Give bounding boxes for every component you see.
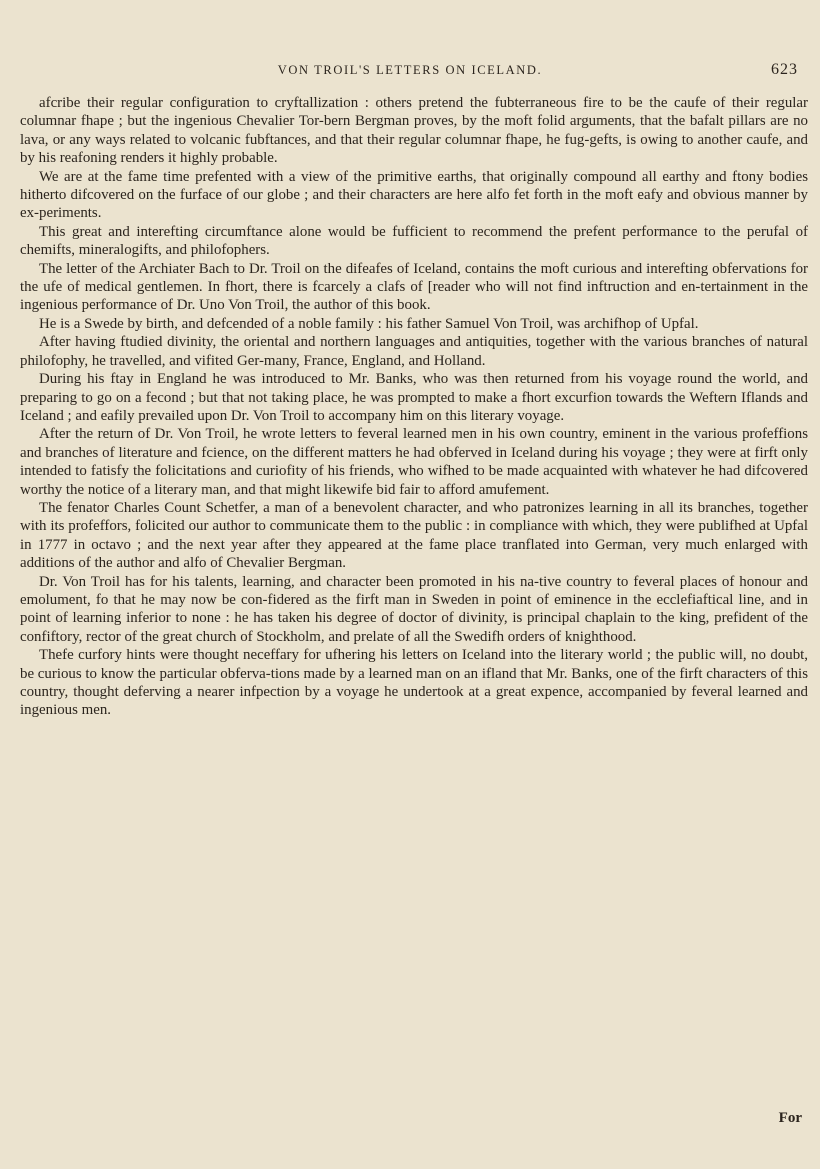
paragraph: afcribe their regular configuration to cryftallization : others pretend the fubterraneous fire to be the caufe of their regular columnar fhape ; but the ingenious Chevalier Tor-bern Bergman proves, by the moft folid arguments, that the bafalt pillars are no lava, or any ways related to volcanic fubftances, and that their regular columnar fhape, he fug-gefts, is owing to another caufe, and by his reafoning renders it highly probable. bbox=[20, 95, 808, 167]
paragraph: Thefe curfory hints were thought neceffary for ufhering his letters on Iceland into the literary world ; the public will, no doubt, be curious to know the particular obferva-tions made by a learned man on an ifland that Mr. Banks, one of the firft characters of this country, thought deferving a nearer infpection by a voyage he undertook at a great expence, accompanied by feveral learned and ingenious men. bbox=[20, 647, 808, 719]
paragraph: The letter of the Archiater Bach to Dr. Troil on the difeafes of Iceland, contains the moft curious and interefting obfervations for the ufe of medical gentlemen. In fhort, there is fcarcely a clafs of [reader who will not find inftruction and en-tertainment in the ingenious performance of Dr. Uno Von Troil, the author of this book. bbox=[20, 260, 808, 314]
paragraph: The fenator Charles Count Schetfer, a man of a benevolent character, and who patronizes learning in all its branches, together with its profeffors, folicited our author to communicate them to the public : in compliance with which, they were publifhed at Upfal in 1777 in octavo ; and the next year after they appeared at the fame place tranflated into German, very much enlarged with additions of the author and alfo of Chevalier Bergman. bbox=[20, 499, 808, 572]
body-text bbox=[20, 94, 808, 720]
running-title: VON TROIL'S LETTERS ON ICELAND. bbox=[277, 63, 543, 77]
paragraph: Dr. Von Troil has for his talents, learning, and character been promoted in his na-tive country to feveral places of honour and emolument, fo that he may now be con-fidered as the firft man in Sweden in point of eminence in the ecclefiaftical line, and in point of learning inferior to none : he has taken his degree of doctor of divinity, is principal chaplain to the king, prefident of the confiftory, rector of the great church of Stockholm, and prelate of all the Swedifh orders of knighthood. bbox=[20, 573, 808, 645]
running-head bbox=[0, 62, 820, 82]
page-number: 623 bbox=[771, 61, 798, 78]
paragraph: This great and interefting circumftance alone would be fufficient to recommend the prefent performance to the perufal of chemifts, mineralogifts, and philofophers. bbox=[20, 223, 808, 259]
paragraph: After having ftudied divinity, the oriental and northern languages and antiquities, together with the various branches of natural philofophy, he travelled, and vifited Ger-many, France, England, and Holland. bbox=[20, 334, 808, 369]
paragraph: During his ftay in England he was introduced to Mr. Banks, who was then returned from his voyage round the world, and preparing to go on a fecond ; but that not taking place, he was prompted to make a fhort excurfion towards the Weftern Iflands and Iceland ; and eafily prevailed upon Dr. Von Troil to accompany him on this literary voyage. bbox=[20, 371, 808, 424]
catchword: For bbox=[778, 1110, 802, 1126]
paragraph: He is a Swede by birth, and defcended of a noble family : his father Samuel Von Troil, was archifhop of Upfal. bbox=[39, 315, 699, 332]
paragraph: We are at the fame time prefented with a view of the primitive earths, that originally compound all earthy and ftony bodies hitherto difcovered on the furface of our globe ; and their characters are here alfo fet forth in the moft eafy and obvious manner by ex-periments. bbox=[20, 168, 808, 222]
paragraph: After the return of Dr. Von Troil, he wrote letters to feveral learned men in his own country, eminent in the various profeffions and branches of literature and fcience, on the different matters he had obferved in Iceland during his voyage ; they were at firft only intended to fatisfy the folicitations and curiofity of his friends, who wifhed to be made acquainted with whatever he had difcovered worthy the notice of a literary man, and that might likewife bid fair to afford amufement. bbox=[20, 426, 808, 498]
